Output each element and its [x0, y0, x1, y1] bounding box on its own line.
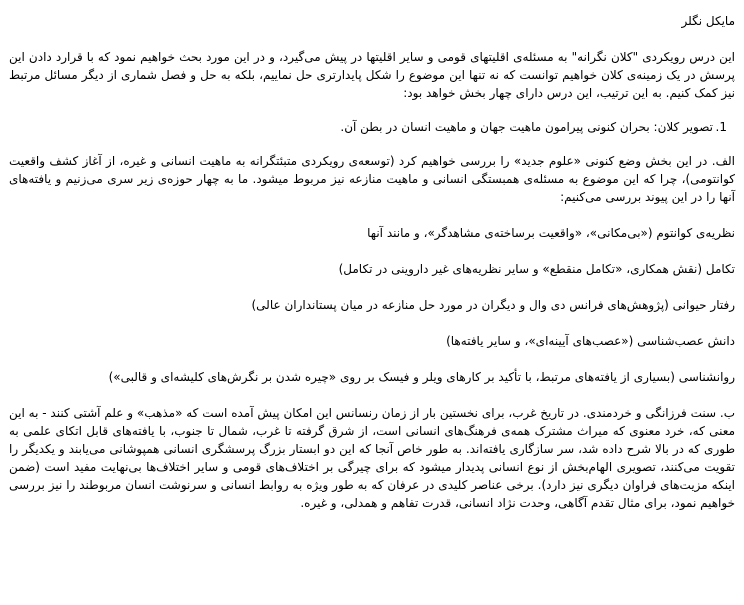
section-b-paragraph: ب. سنت فرزانگی و خردمندی. در تاریخ غرب، برای نخستین بار از زمان رنسانس این امکان پیش آمده است که «مذهب» و علم آشتی کنند - به این معنی که، خرد معنوی که میراث مشترک همه‌ی فرهنگ‌های انسانی است، از شرق گرفته تا غرب، شمال تا جنوب، با یافته‌های قابل اتکای علمی به طوری که در بالا شرح داده شد، سر سازگاری یافته‌اند. به طور خاص آنجا که این دو ابستار بزرگ پرسشگری انسانی همپوشانی می‌یابند و یکدیگر را تقویت می‌کنند، تصویری الهام‌بخش از نوع انسانی پدیدار میشود که برای چیرگی بر اختلاف‌های قومی و سایر اختلاف‌ها بی‌نهایت مفید است (ضمن اینکه مزیت‌های فراوان دیگری نیز دارد). برخی عناصر کلیدی در عرفان که به طور ویژه به روابط انسانی و سرنوشت انسان مربوطند را نیز بررسی خواهیم نمود، برای مثال تقدم آگاهی، وحدت نژاد انسانی، قدرت تفاهم و همدلی، و غیره. — [9, 406, 735, 510]
author-name: مایکل نگلر — [681, 14, 735, 28]
section-a-paragraph: الف. در این بخش وضع کنونی «علوم جدید» را بررسی خواهیم کرد (توسعه‌ی رویکردی متبئتگرانه به ماهیت انسانی و غیره، از آغاز کشف واقعیت کوانتومی)، چرا که این موضوع به مسئله‌ی همبستگی انسانی و ماهیت منازعه نیز مربوط میشود. ما به چهار حوزه‌ی زیر سری می‌زنیم و یافته‌های آنها را در این پیوند بررسی می‌کنیم: — [9, 154, 735, 204]
intro-paragraph: این درس رویکردی "کلان نگرانه" به مسئله‌ی اقلیتهای قومی و سایر اقلیتها در پیش می‌گیرد، و در این مورد بحث خواهیم نمود که با قرارد دادن این پرسش در یک زمینه‌ی کلان خواهیم توانست که نه تنها این موضوع را شکل پایدارتری حل نماییم، بلکه به حل و فصل شماری از دیگر مسائل مرتبط نیز کمک کنیم. به این ترتیب، این درس دارای چهار بخش خواهد بود: — [9, 50, 735, 100]
topic-evolution: تکامل (نقش همکاری، «تکامل منقطع» و سایر نظریه‌های غیر داروینی در تکامل) — [338, 262, 735, 276]
numbered-list-item — [9, 120, 735, 134]
list-item-text: تصویر کلان: بحران کنونی پیرامون ماهیت جهان و ماهیت انسان در بطن آن. — [340, 120, 713, 134]
topic-psychology: روانشناسی (بسیاری از یافته‌های مرتبط، با تأکید بر کارهای ویلر و فیسک بر روی «چیره شدن بر نگرش‌های کلیشه‌ای و قالبی») — [108, 370, 735, 384]
list-number: 1. — [715, 120, 727, 134]
topic-quantum: نظریه‌ی کوانتوم («بی‌مکانی»، «واقعیت برساخته‌ی مشاهدگر»، و مانند آنها — [367, 226, 735, 240]
topic-animal-behavior: رفتار حیوانی (پژوهش‌های فرانس دی وال و دیگران در مورد حل منازعه در میان پستانداران عالی) — [251, 298, 735, 312]
topic-neuroscience: دانش عصب‌شناسی («عصب‌های آیینه‌ای»، و سایر یافته‌ها) — [446, 334, 735, 348]
